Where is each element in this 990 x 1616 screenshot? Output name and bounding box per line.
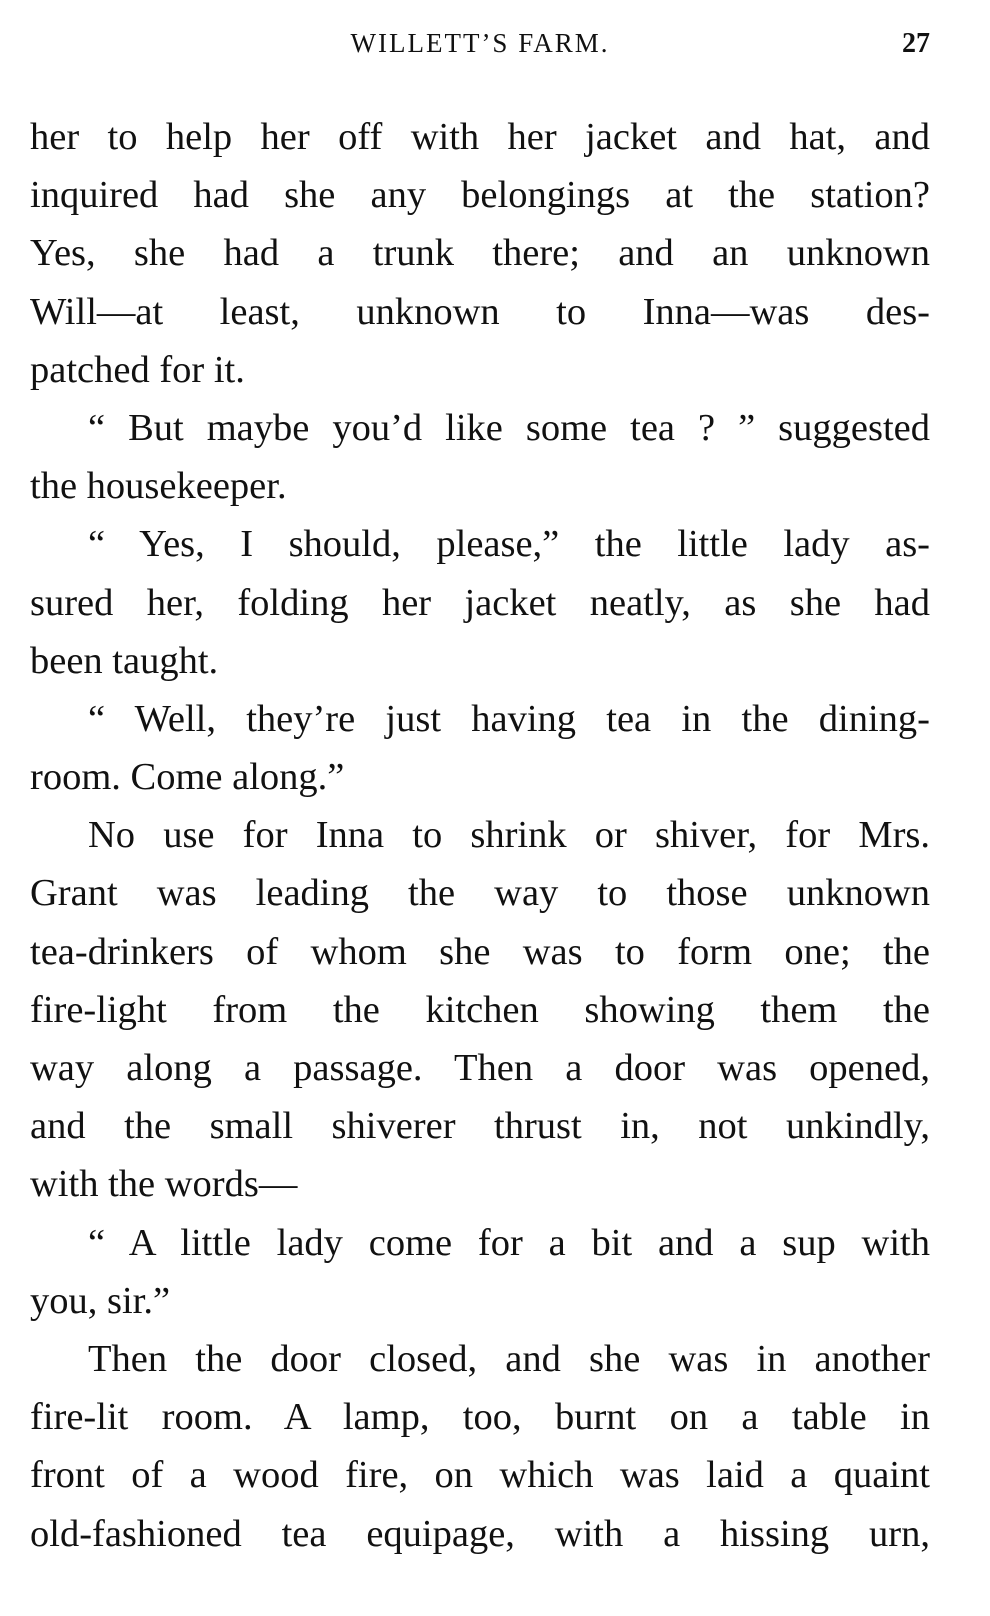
text-line: room. Come along.”	[30, 756, 345, 799]
text-line: with the words—	[30, 1163, 298, 1206]
running-title: WILLETT’S FARM.	[350, 28, 610, 58]
text-line: her to help her off with her jacket and hat, and	[30, 116, 930, 158]
page-number: 27	[902, 28, 930, 59]
body-text	[30, 108, 930, 1563]
text-line: Grant was leading the way to those unknown	[30, 872, 930, 915]
text-line: tea-drinkers of whom she was to form one; the	[30, 930, 930, 973]
text-line: way along a passage. Then a door was opened,	[30, 1047, 930, 1089]
text-line: fire-light from the kitchen showing them the	[30, 988, 930, 1031]
running-head	[30, 28, 930, 68]
text-line: “ A little lady come for a bit and a sup with	[88, 1221, 930, 1264]
text-line: patched for it.	[30, 348, 245, 391]
text-line: inquired had she any belongings at the station?	[30, 174, 930, 217]
text-line: “ But maybe you’d like some tea ? ” suggested	[88, 406, 930, 449]
text-line: sured her, folding her jacket neatly, as she had	[30, 581, 930, 624]
text-line: No use for Inna to shrink or shiver, for Mrs.	[88, 814, 930, 857]
text-line: old-fashioned tea equipage, with a hissing urn,	[30, 1512, 930, 1555]
text-line: Yes, she had a trunk there; and an unknown	[30, 232, 930, 275]
text-line: “ Well, they’re just having tea in the dining-	[88, 697, 930, 740]
text-line: been taught.	[30, 639, 219, 682]
text-line: Will—at least, unknown to Inna—was des-	[30, 290, 930, 333]
text-line: fire-lit room. A lamp, too, burnt on a table in	[30, 1396, 930, 1439]
text-line: Then the door closed, and she was in another	[88, 1337, 930, 1380]
text-line: the housekeeper.	[30, 465, 287, 508]
text-line: front of a wood fire, on which was laid a quaint	[30, 1454, 930, 1497]
text-line: and the small shiverer thrust in, not unkindly,	[30, 1105, 930, 1148]
text-line: you, sir.”	[30, 1279, 171, 1322]
text-line: “ Yes, I should, please,” the little lady as-	[88, 523, 930, 566]
